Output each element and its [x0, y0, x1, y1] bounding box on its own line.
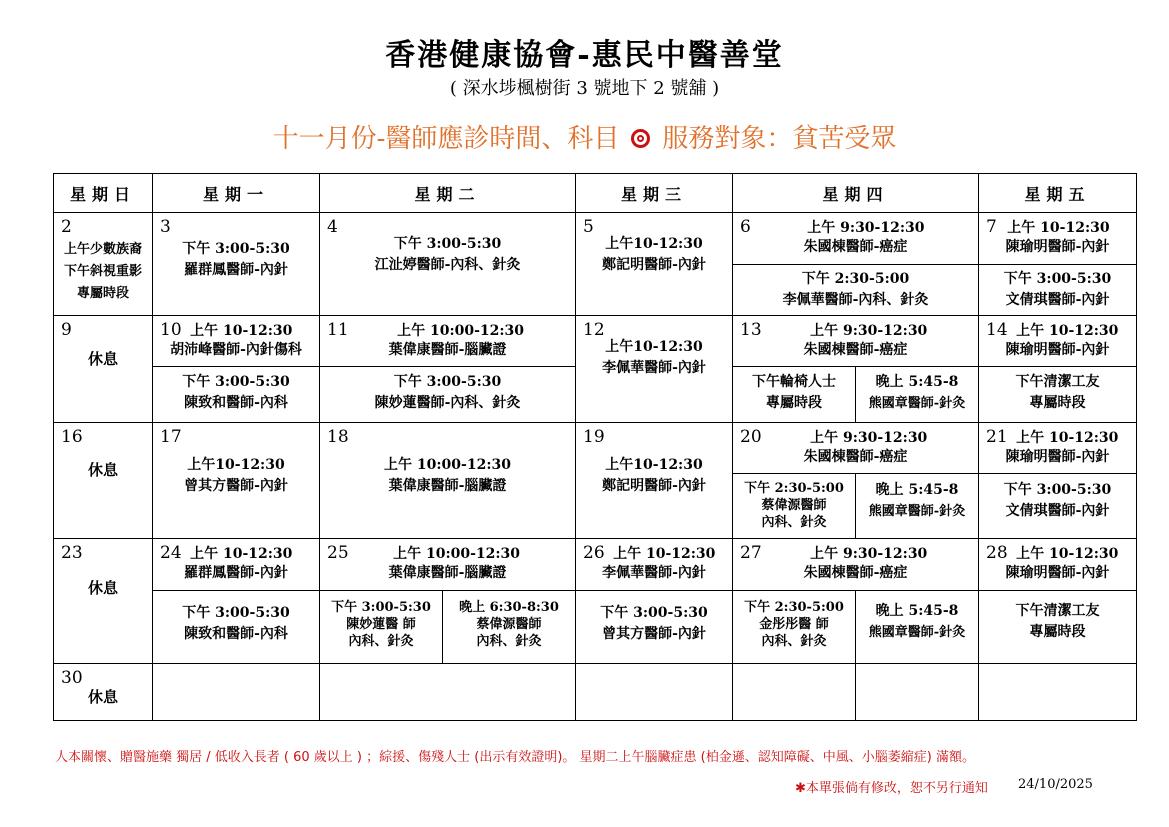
cell-mon-24-am: 24 上午 10-12:30 羅群鳳醫師-內針 [153, 539, 320, 591]
table-row [54, 213, 1137, 265]
subtitle [0, 118, 1169, 155]
cell-tue-11-pm: 下午 3:00-5:30 陳妙蓮醫師-內科、針灸 [320, 367, 576, 423]
cell-thu-27-am: 27 上午 9:30-12:30 朱國棟醫師-癌症 [733, 539, 979, 591]
cell-tue-11-am: 11 上午 10:00-12:30 葉偉康醫師-腦臟證 [320, 316, 576, 367]
cell-mon-3: 3 下午 3:00-5:30 羅群鳳醫師-內針 [153, 213, 320, 316]
col-sunday: 星期日 [54, 174, 153, 213]
cell-thu-13-pm-right: 晚上 5:45-8 熊國章醫師-針灸 [856, 367, 979, 423]
cell-wed-19: 19 上午10-12:30 鄭記明醫師-內針 [576, 423, 733, 539]
cell-sun-2: 2 上午少數族裔 下午斜視重影 專屬時段 [54, 213, 153, 316]
cell-empty [576, 664, 733, 721]
cell-fri-7-am: 7 上午 10-12:30 陳瑜明醫師-內針 [979, 213, 1137, 265]
cell-tue-25-pm-right: 晚上 6:30-8:30 蔡偉源醫師 內科、針灸 [459, 600, 559, 649]
col-thursday: 星期四 [733, 174, 979, 213]
cell-thu-20-pm-right: 晚上 5:45-8 熊國章醫師-針灸 [856, 474, 979, 539]
schedule-table [53, 173, 1137, 721]
cell-thu-13-pm-left: 下午輪椅人士 專屬時段 [733, 367, 856, 423]
cell-mon-10-am: 10 上午 10-12:30 胡沛峰醫師-內針傷科 [153, 316, 320, 367]
cell-fri-28-am: 28 上午 10-12:30 陳瑜明醫師-內針 [979, 539, 1137, 591]
cell-wed-26-pm: 下午 3:00-5:30 曾其方醫師-內針 [576, 591, 733, 664]
cell-fri-21-am: 21 上午 10-12:30 陳瑜明醫師-內針 [979, 423, 1137, 474]
cell-thu-6-pm: 下午 2:30-5:00 李佩華醫師-內科、針灸 [733, 265, 979, 316]
cell-thu-27-pm-right: 晚上 5:45-8 熊國章醫師-針灸 [856, 591, 979, 664]
cell-sun-23: 23 休息 [54, 539, 153, 664]
cell-fri-7-pm: 下午 3:00-5:30 文倩琪醫師-內針 [979, 265, 1137, 316]
cell-thu-13-am: 13 上午 9:30-12:30 朱國棟醫師-癌症 [733, 316, 979, 367]
table-row [54, 539, 1137, 591]
cell-tue-18: 18 上午 10:00-12:30 葉偉康醫師-腦臟證 [320, 423, 576, 539]
target-icon [631, 129, 650, 148]
table-row [54, 423, 1137, 474]
cell-thu-27-pm-left: 下午 2:30-5:00 金彤彤醫 師 內科、針灸 [733, 591, 856, 664]
cell-empty [320, 664, 576, 721]
table-row [54, 664, 1137, 721]
cell-sun-30: 30 休息 [54, 664, 153, 721]
subtitle-service: 服務對象：貧苦受眾 [662, 124, 897, 154]
address: ( 深水埗楓樹街 3 號地下 2 號舖 ) [449, 78, 720, 99]
cell-thu-6-am: 6 上午 9:30-12:30 朱國棟醫師-癌症 [733, 213, 979, 265]
cell-fri-28-pm: 下午清潔工友 專屬時段 [979, 591, 1137, 664]
subtitle-schedule: 十一月份-醫師應診時間、科目 [272, 124, 620, 154]
cell-empty [153, 664, 320, 721]
cell-mon-17: 17 上午10-12:30 曾其方醫師-內針 [153, 423, 320, 539]
cell-tue-25-pm-left: 下午 3:00-5:30 陳妙蓮醫 師 內科、針灸 [320, 591, 443, 663]
cell-tue-25-pm [320, 591, 576, 664]
cell-fri-21-pm: 下午 3:00-5:30 文倩琪醫師-內針 [979, 474, 1137, 539]
cell-wed-26-am: 26 上午 10-12:30 李佩華醫師-內針 [576, 539, 733, 591]
cell-empty [856, 664, 979, 721]
cell-thu-20-pm-left: 下午 2:30-5:00 蔡偉源醫師 內科、針灸 [733, 474, 856, 539]
cell-wed-12: 12 上午10-12:30 李佩華醫師-內針 [576, 316, 733, 423]
disclaimer: ✱本單張倘有修改，恕不另行通知 [795, 781, 988, 796]
header-row [54, 174, 1137, 213]
cell-sun-9: 9 休息 [54, 316, 153, 423]
table-row [54, 316, 1137, 367]
cell-empty [733, 664, 856, 721]
col-monday: 星期一 [153, 174, 320, 213]
cell-fri-14-am: 14 上午 10-12:30 陳瑜明醫師-內針 [979, 316, 1137, 367]
col-tuesday: 星期二 [320, 174, 576, 213]
cell-empty [979, 664, 1137, 721]
cell-mon-24-pm: 下午 3:00-5:30 陳致和醫師-內科 [153, 591, 320, 664]
col-wednesday: 星期三 [576, 174, 733, 213]
cell-wed-5: 5 上午10-12:30 鄭記明醫師-內針 [576, 213, 733, 316]
cell-fri-14-pm: 下午清潔工友 專屬時段 [979, 367, 1137, 423]
cell-sun-16: 16 休息 [54, 423, 153, 539]
issue-date: 24/10/2025 [1018, 777, 1093, 792]
table-row [54, 591, 1137, 664]
cell-tue-4: 4 下午 3:00-5:30 江沚婷醫師-內科、針灸 [320, 213, 576, 316]
cell-tue-25-am: 25 上午 10:00-12:30 葉偉康醫師-腦臟證 [320, 539, 576, 591]
cell-thu-20-am: 20 上午 9:30-12:30 朱國棟醫師-癌症 [733, 423, 979, 474]
eligibility-note: 人本關懷、贈醫施藥 獨居 / 低收入長者 ( 60 歲以上 ) ；綜援、傷殘人士 (出示有效證明)。 星期二上午腦臟症患 (柏金遜、認知障礙、中風、小腦萎縮症) 滿額。 [55, 750, 975, 765]
page-title: 香港健康協會-惠民中醫善堂 [385, 38, 784, 73]
cell-mon-10-pm: 下午 3:00-5:30 陳致和醫師-內科 [153, 367, 320, 423]
col-friday: 星期五 [979, 174, 1137, 213]
